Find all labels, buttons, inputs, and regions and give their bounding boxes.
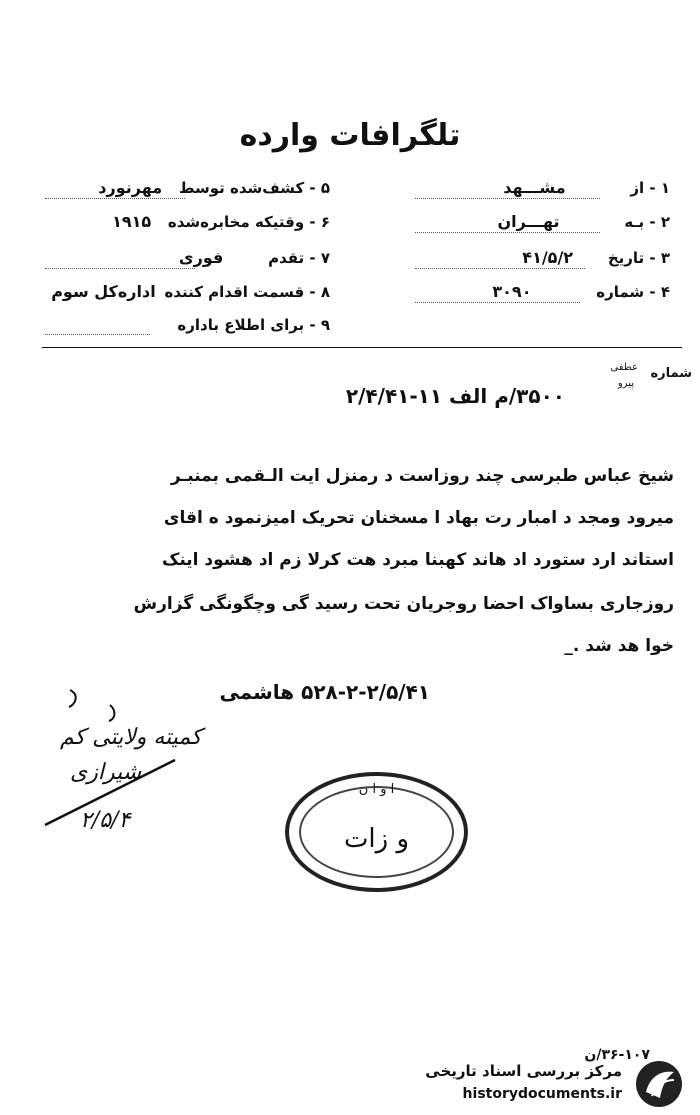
field-priority (179, 248, 330, 267)
reference-sub-bottom: پیرو (617, 378, 634, 389)
archive-logo-icon (632, 1058, 686, 1110)
field-to (497, 212, 670, 231)
field-action-section (51, 282, 330, 301)
field-date-label: ۳ - تاریخ (607, 249, 670, 267)
body-line: استاند ارد ستورد اد هاند کهبنا مبرد هت کرلا زم اد هشود اینک (161, 550, 674, 570)
handwritten-note-line2: شیرازی (70, 760, 142, 785)
field-date (522, 248, 670, 267)
reference-label: شماره (650, 366, 692, 381)
archive-name: مرکز بررسی اسناد تاریخی (425, 1062, 622, 1080)
field-number (492, 282, 670, 301)
handwritten-scribble-icon (25, 685, 195, 845)
handwritten-date: ۲/۵/۴ (80, 808, 131, 833)
reference-number: ۳۵۰۰/م الف ۱۱-۲/۴/۴۱ (345, 384, 565, 408)
body-line: روزجاری بساواک احضا روجریان تحت رسید گی وچگونگی گزارش (133, 594, 674, 614)
reference-sub-top: عطفی (610, 362, 638, 373)
field-sent-time (112, 212, 330, 231)
body-line: خوا هد شد ._ (564, 636, 674, 656)
archive-url: historydocuments.ir (462, 1086, 622, 1102)
field-from-label: ۱ - از (630, 179, 670, 197)
document-code: ۳۶-۱۰۷/ن (584, 1047, 650, 1063)
field-action-section-value: اداره‌کل سوم (51, 282, 156, 301)
stamp-main-text: و زات (343, 824, 410, 854)
field-decoded-by (98, 178, 330, 197)
field-for-info (167, 315, 330, 334)
field-date-value: ۴۱/۵/۲ (522, 248, 574, 267)
field-for-info-label: ۹ - برای اطلاع باداره (177, 316, 330, 334)
field-from (503, 178, 670, 197)
field-priority-label: ۷ - تقدم (268, 249, 330, 267)
field-priority-value: فوری (178, 248, 224, 267)
header-divider (42, 347, 682, 348)
dotted-line (415, 231, 600, 233)
field-number-value: ۳۰۹۰ (492, 282, 532, 301)
field-to-label: ۲ - بـه (624, 213, 670, 231)
field-number-label: ۴ - شماره (596, 283, 670, 301)
handwritten-note-line1: کمیته ولایتی کم (60, 725, 202, 750)
dotted-line (45, 197, 185, 199)
body-line: شیخ عباس طبرسی چند روزاست د رمنزل ایت الـقمی بمنبـر (170, 466, 674, 486)
dotted-line (415, 267, 585, 269)
stamp-top-text: ا و ا ن (358, 782, 395, 797)
body-line: میرود ومجد د امبار رت بهاد ا مسخنان تحریک امیزنمود ه اقای (163, 508, 674, 528)
field-to-value: تهـــران (497, 212, 560, 231)
dotted-line (45, 333, 150, 335)
signature-line: ۵۲۸-۲-۲/۵/۴۱ هاشمی (219, 680, 430, 704)
field-action-section-label: ۸ - قسمت اقدام کننده (164, 283, 330, 301)
document-title: تلگرافات وارده (239, 118, 461, 153)
official-stamp (285, 772, 468, 892)
field-from-value: مشـــهد (503, 178, 566, 197)
dotted-line (45, 267, 195, 269)
field-decoded-by-label: ۵ - کشف‌شده توسط (178, 179, 330, 197)
dotted-line (415, 301, 580, 303)
field-decoded-by-value: مهرنورد (98, 178, 163, 197)
dotted-line (415, 197, 600, 199)
field-sent-time-value: ۱۹۱۵ (112, 212, 152, 231)
field-sent-time-label: ۶ - وقتیکه مخابره‌شده (167, 213, 330, 231)
